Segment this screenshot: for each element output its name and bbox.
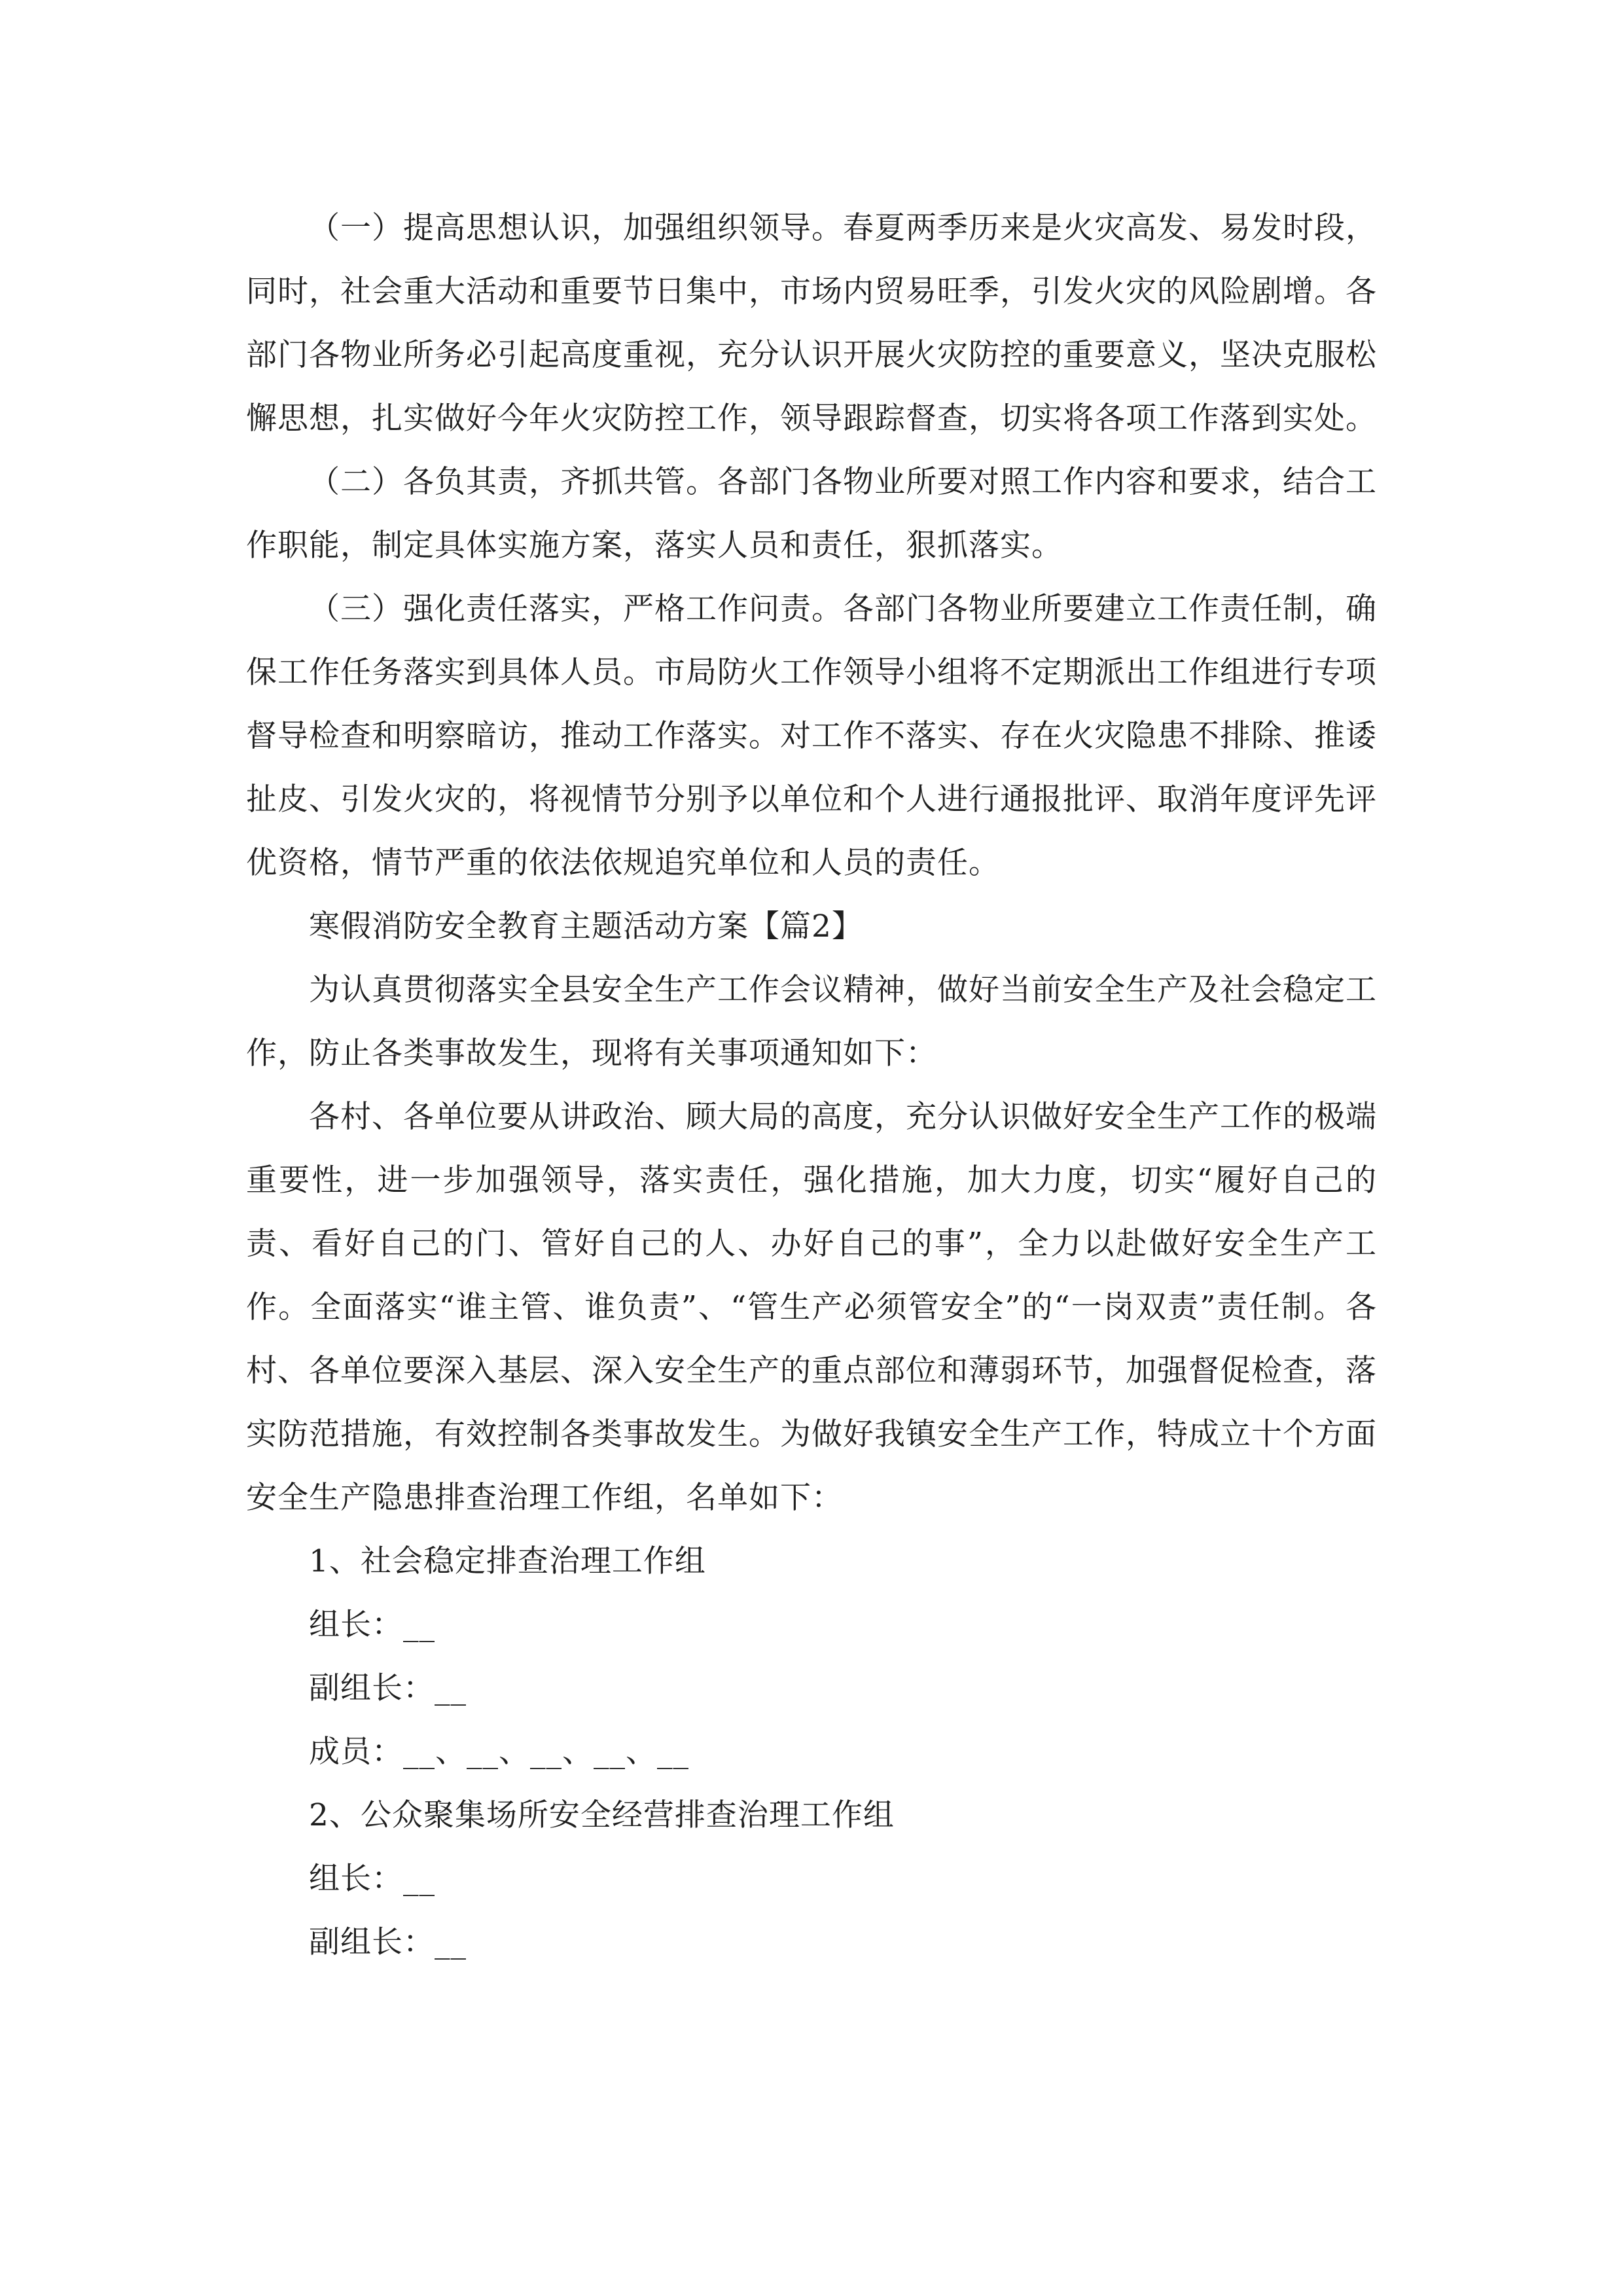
paragraph-requirements: 各村、各单位要从讲政治、顾大局的高度，充分认识做好安全生产工作的极端重要性，进一步加强领导，落实责任，强化措施，加大力度，切实“履好自己的责、看好自己的门、管好自己的人、办好自己的事”，全力以赴做好安全生产工作。全面落实“谁主管、谁负责”、“管生产必须管安全”的“一岗双责”责任制。各村、各单位要深入基层、深入安全生产的重点部位和薄弱环节，加强督促检查，落实防范措施，有效控制各类事故发生。为做好我镇安全生产工作，特成立十个方面安全生产隐患排查治理工作组，名单如下： (246, 1099, 1377, 1516)
paragraph-intro: 为认真贯彻落实全县安全生产工作会议精神，做好当前安全生产及社会稳定工作，防止各类事故发生，现将有关事项通知如下： (246, 972, 1377, 1071)
group-1-leader: 组长：__ (309, 1607, 435, 1643)
section-heading: 寒假消防安全教育主题活动方案【篇2】 (309, 908, 863, 944)
group-2-leader: 组长：__ (309, 1861, 435, 1897)
paragraph-measure-2: （二）各负其责，齐抓共管。各部门各物业所要对照工作内容和要求，结合工作职能，制定具体实施方案，落实人员和责任，狠抓落实。 (246, 464, 1377, 564)
group-1-deputy-leader: 副组长：__ (309, 1670, 467, 1706)
paragraph-measure-3: （三）强化责任落实，严格工作问责。各部门各物业所要建立工作责任制，确保工作任务落实到具体人员。市局防火工作领导小组将不定期派出工作组进行专项督导检查和明察暗访，推动工作落实。对工作不落实、存在火灾隐患不排除、推诿扯皮、引发火灾的，将视情节分别予以单位和个人进行通报批评、取消年度评先评优资格，情节严重的依法依规追究单位和人员的责任。 (246, 591, 1377, 881)
group-2-deputy-leader: 副组长：__ (309, 1924, 467, 1960)
group-1-members: 成员：__、__、__、__、__ (309, 1734, 689, 1770)
document-body (246, 196, 1377, 1974)
group-1-title: 1、社会稳定排查治理工作组 (309, 1543, 706, 1579)
paragraph-measure-1: （一）提高思想认识，加强组织领导。春夏两季历来是火灾高发、易发时段，同时，社会重大活动和重要节日集中，市场内贸易旺季，引发火灾的风险剧增。各部门各物业所务必引起高度重视，充分认识开展火灾防控的重要意义，坚决克服松懈思想，扎实做好今年火灾防控工作，领导跟踪督查，切实将各项工作落到实处。 (246, 210, 1377, 437)
group-2-title: 2、公众聚集场所安全经营排查治理工作组 (309, 1797, 895, 1833)
